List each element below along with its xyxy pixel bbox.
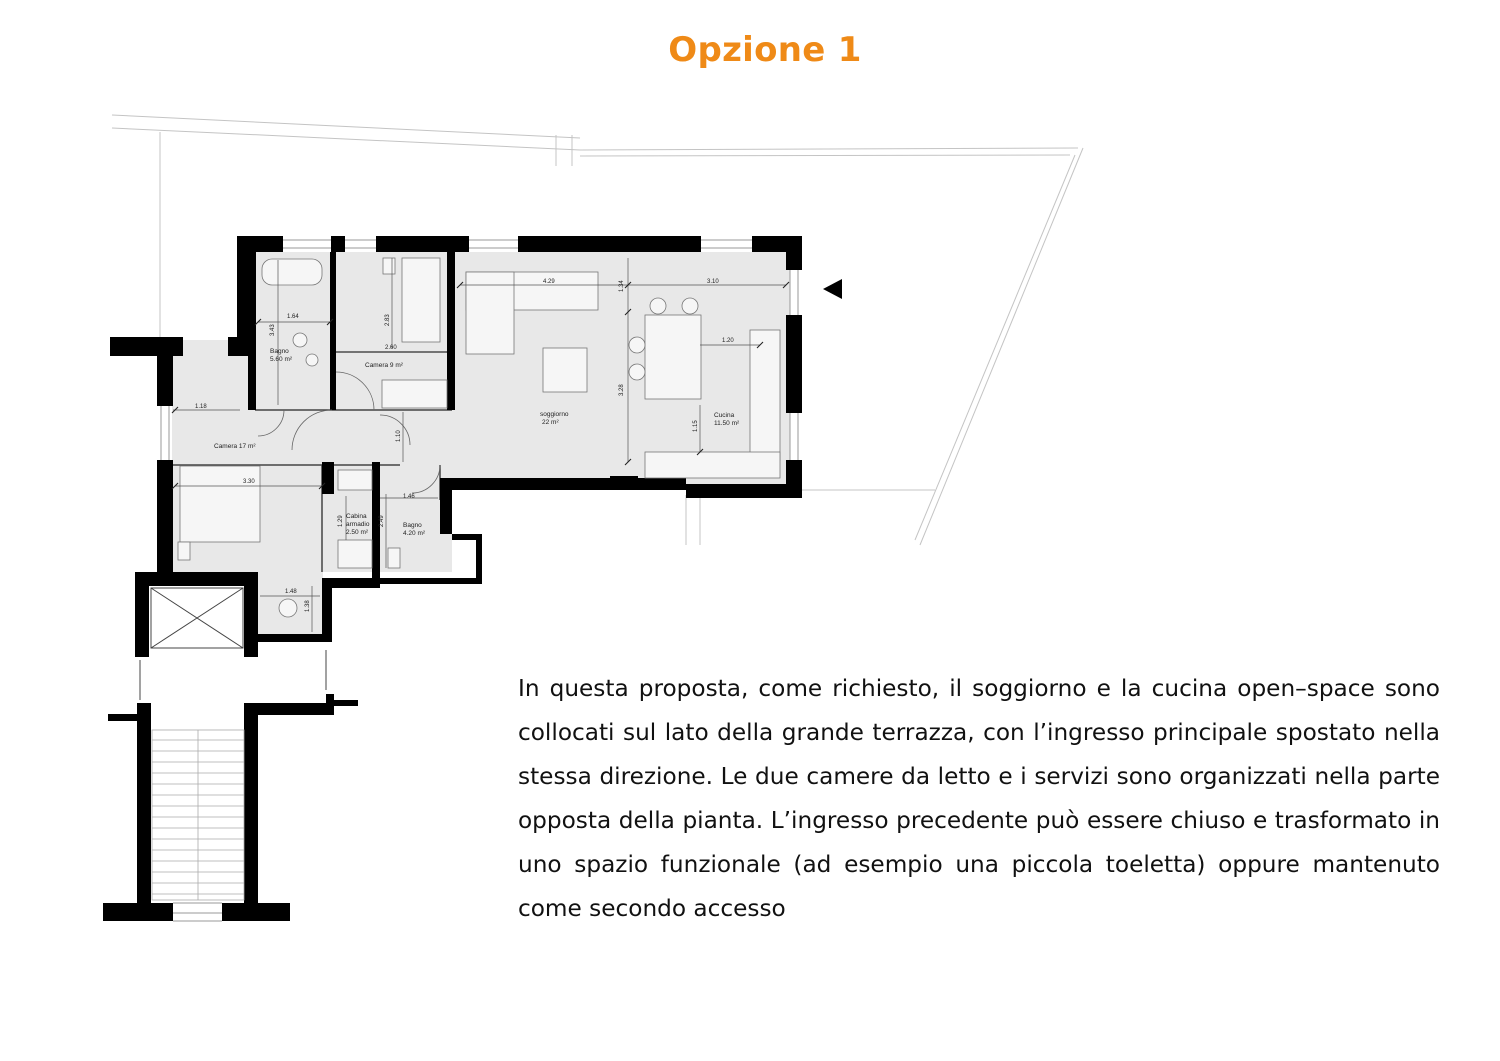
- room-area-cucina: 11.50 m²: [714, 420, 740, 427]
- staircase: [152, 730, 244, 900]
- room-name-bagno-1: Bagno: [270, 348, 289, 355]
- dim-label: 1.18: [195, 404, 207, 410]
- double-bed: [180, 466, 260, 542]
- room-area-soggiorno: 22 m²: [542, 419, 559, 426]
- kitchen-island: [645, 315, 701, 399]
- room-name-bagno-2: Bagno: [403, 522, 422, 529]
- room-name-cabina: Cabina: [346, 513, 367, 520]
- entrance-arrow-icon: [823, 279, 842, 299]
- dim-label: 2.83: [385, 314, 391, 326]
- dim-label: 1.46: [403, 494, 415, 500]
- dim-label: 1.64: [287, 314, 299, 320]
- dim-label: 2.60: [385, 345, 397, 351]
- room-name-camera-17: Camera 17 m²: [214, 443, 256, 450]
- dim-label: 1.48: [285, 589, 297, 595]
- dim-label: 3.28: [619, 384, 625, 396]
- room-area-cabina: 2.50 m²: [346, 529, 369, 536]
- dim-label: 1.34: [619, 280, 625, 292]
- page-title: Opzione 1: [668, 30, 862, 70]
- room-name-cucina: Cucina: [714, 412, 735, 419]
- room-name-soggiorno: soggiorno: [540, 411, 569, 418]
- coffee-table: [543, 348, 587, 392]
- dim-label: 3.10: [707, 279, 719, 285]
- dim-label: 3.30: [243, 479, 255, 485]
- room-name-cabina-2: armadio: [346, 521, 370, 528]
- description-text: In questa proposta, come richiesto, il soggiorno e la cucina open–space sono collocati sul lato della grande terrazza, con l’ingresso principale spostato nella stessa direzione. Le due camere da letto e i servizi sono organizzati nella parte opposta della pianta. L’ingresso precedente può essere chiuso e trasformato in uno spazio funzionale (ad esempio una piccola toeletta) oppure mantenuto come secondo accesso: [518, 675, 1440, 922]
- bathtub: [262, 259, 322, 285]
- dim-label: 1.29: [338, 515, 344, 527]
- dim-label: 1.20: [722, 338, 734, 344]
- room-area-bagno-2: 4.20 m²: [403, 530, 426, 537]
- dim-label: 3.43: [270, 324, 276, 336]
- single-bed: [402, 258, 440, 342]
- dim-label: 4.29: [543, 279, 555, 285]
- dim-label: 2.49: [379, 515, 385, 527]
- dim-label: 1.15: [693, 420, 699, 432]
- dim-label: 1.38: [305, 600, 311, 612]
- dim-label: 1.10: [396, 430, 402, 442]
- room-area-bagno-1: 5.60 m²: [270, 356, 293, 363]
- room-name-camera-9: Camera 9 m²: [365, 362, 403, 369]
